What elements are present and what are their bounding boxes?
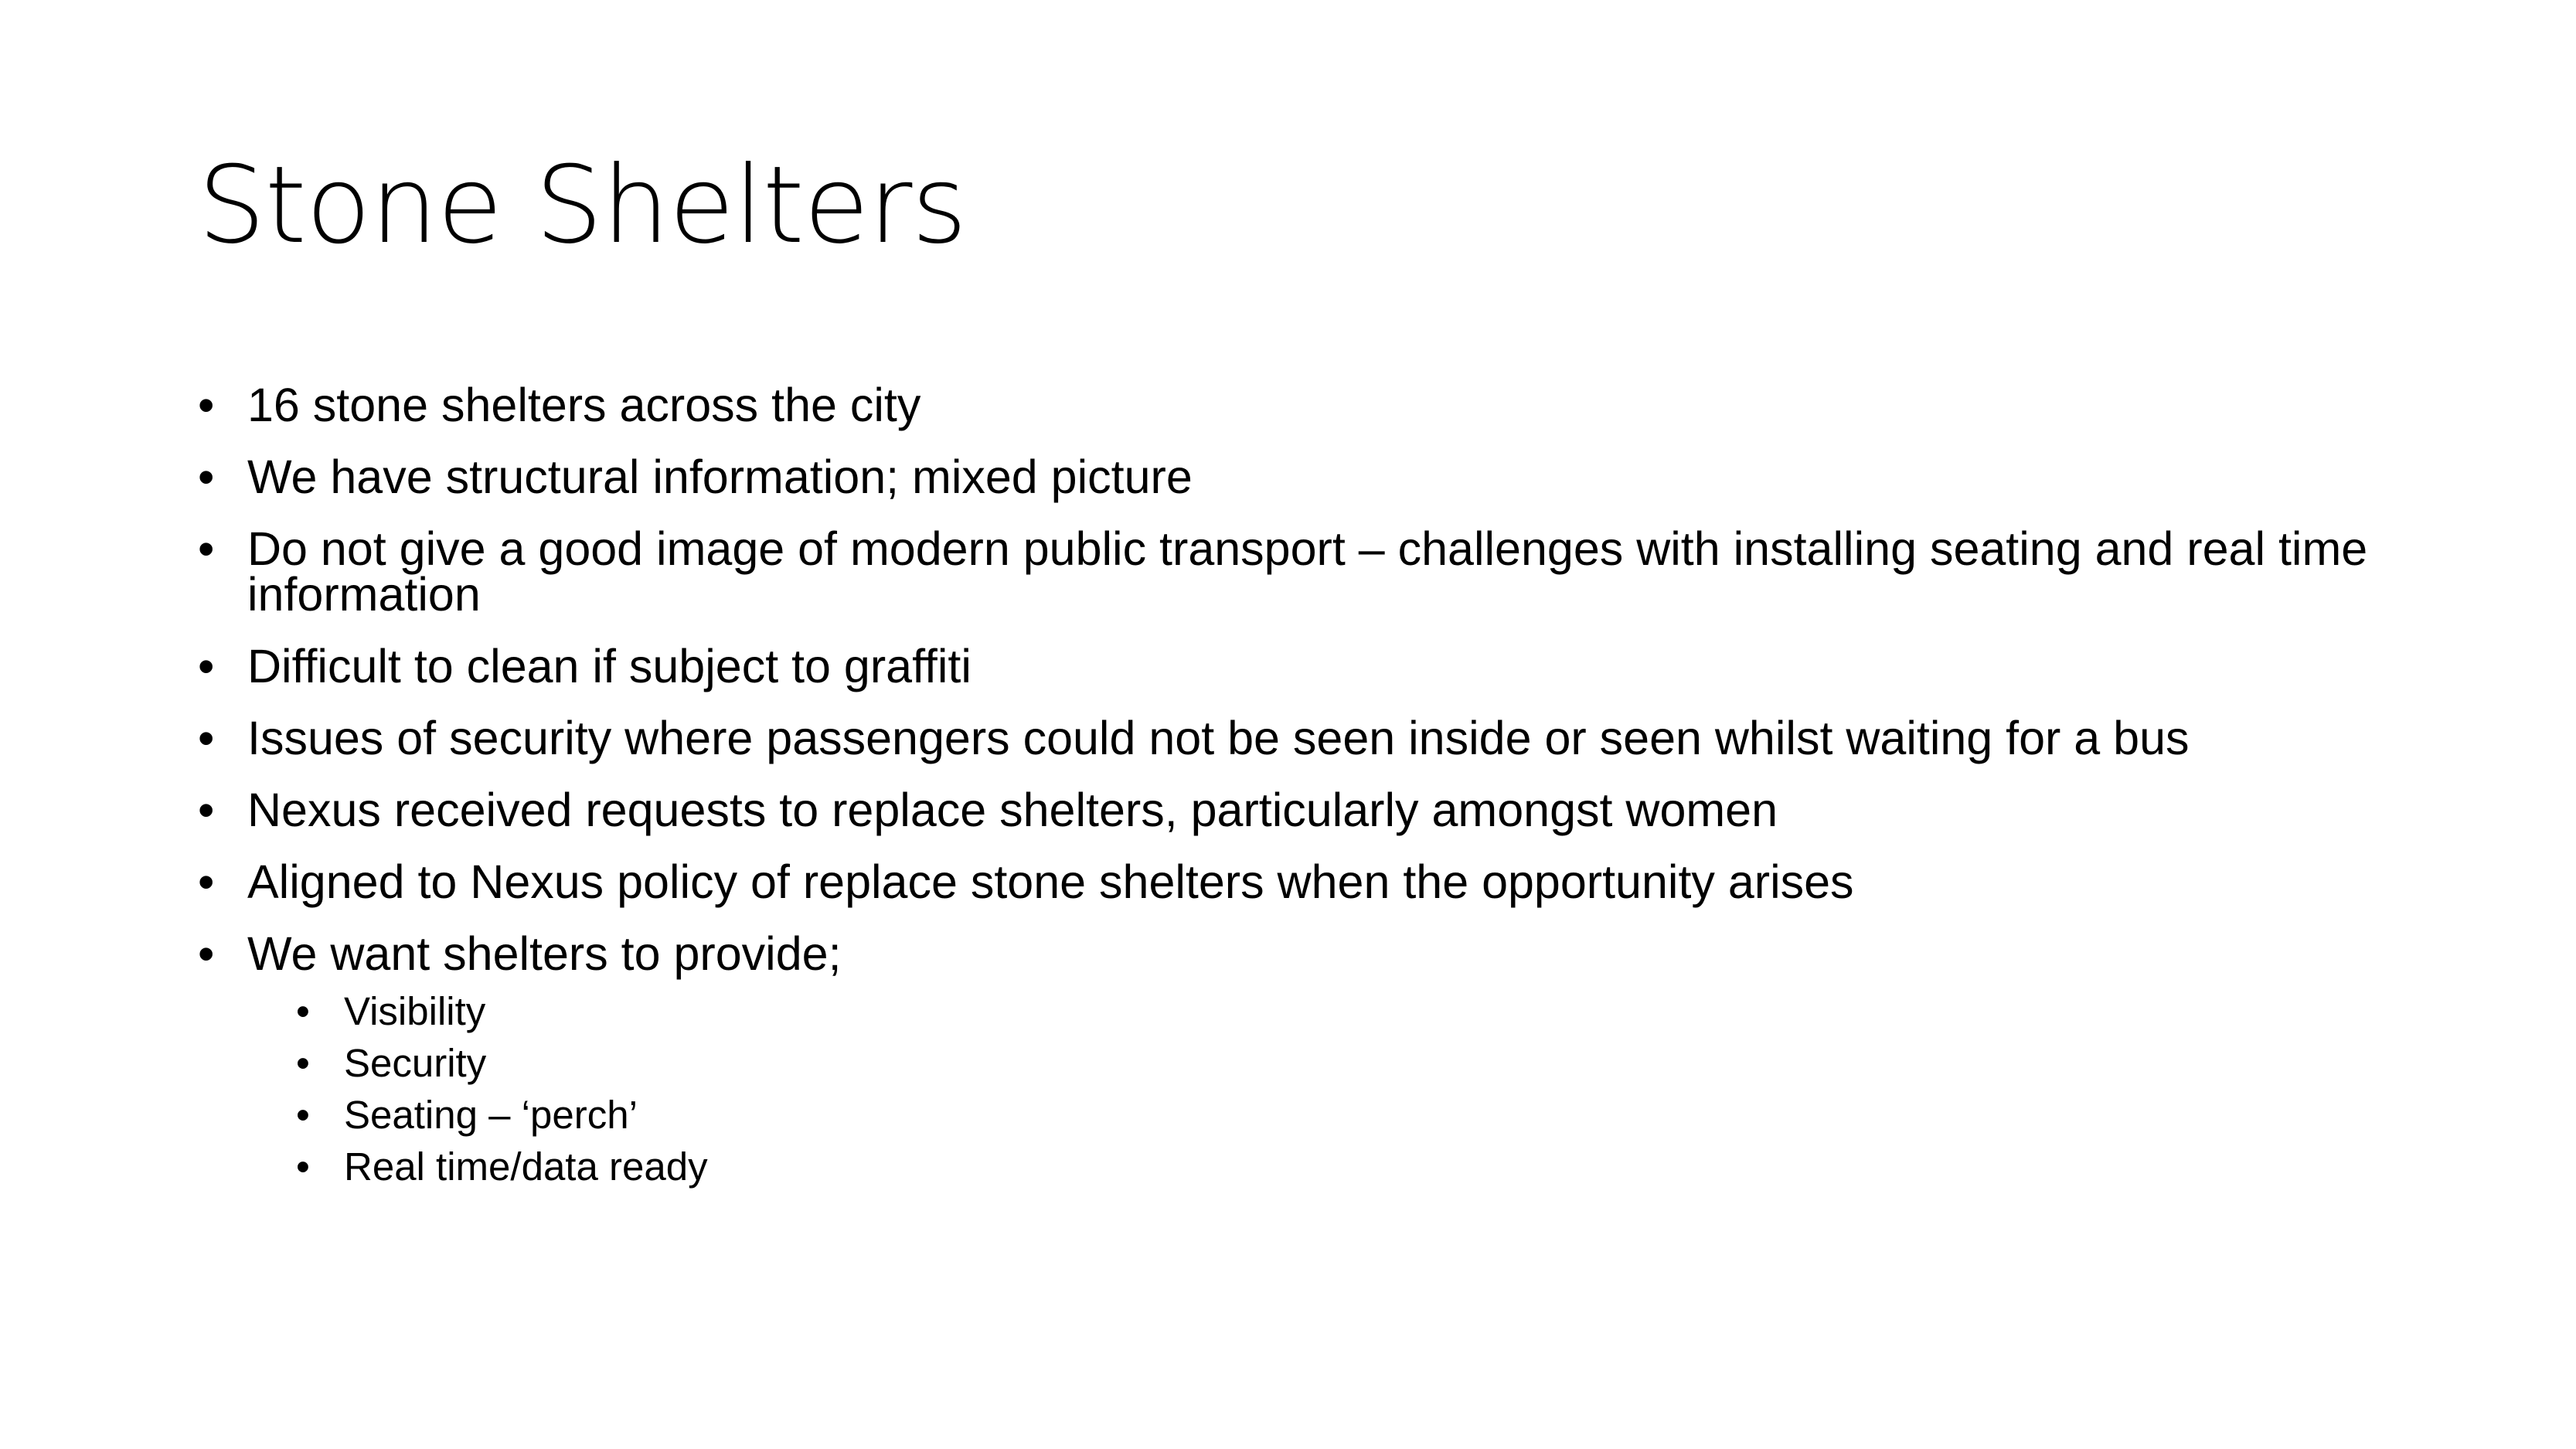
- sub-list-item: [296, 989, 2408, 1033]
- sub-list-item: [296, 1093, 2408, 1137]
- bullet-icon: •: [198, 927, 215, 980]
- bullet-icon: •: [198, 855, 215, 908]
- bullet-icon: •: [198, 451, 215, 503]
- bullet-text: 16 stone shelters across the city: [247, 379, 921, 431]
- bullet-text: Do not give a good image of modern public transport – challenges with installing seating and real time information: [247, 522, 2368, 621]
- sub-bullet-text: Seating – ‘perch’: [344, 1093, 638, 1137]
- list-item: [198, 712, 2408, 764]
- list-item: [198, 784, 2408, 836]
- slide-content: [198, 379, 2408, 1215]
- bullet-text: Aligned to Nexus policy of replace stone shelters when the opportunity arises: [247, 855, 1854, 908]
- bullet-text: Nexus received requests to replace shelters, particularly amongst women: [247, 784, 1778, 836]
- bullet-icon: •: [296, 989, 310, 1033]
- bullet-text: Issues of security where passengers could not be seen inside or seen whilst waiting for a bus: [247, 712, 2190, 764]
- bullet-icon: •: [198, 522, 215, 575]
- bullet-icon: •: [296, 1093, 310, 1137]
- list-item: [198, 855, 2408, 908]
- bullet-text: Difficult to clean if subject to graffiti: [247, 640, 972, 692]
- sub-bullet-text: Visibility: [344, 989, 486, 1033]
- bullet-icon: •: [198, 379, 215, 431]
- bullet-icon: •: [198, 640, 215, 692]
- bullet-list: [198, 379, 2408, 1189]
- list-item: [198, 522, 2408, 621]
- bullet-icon: •: [296, 1145, 310, 1189]
- bullet-text: We have structural information; mixed picture: [247, 451, 1193, 503]
- sub-bullet-list: [247, 989, 2408, 1189]
- sub-bullet-text: Real time/data ready: [344, 1145, 708, 1189]
- sub-list-item: [296, 1145, 2408, 1189]
- list-item: [198, 451, 2408, 503]
- list-item: [198, 640, 2408, 692]
- bullet-icon: •: [296, 1041, 310, 1085]
- bullet-icon: •: [198, 712, 215, 764]
- sub-bullet-text: Security: [344, 1041, 487, 1085]
- bullet-icon: •: [198, 784, 215, 836]
- slide-title: Stone Shelters: [198, 143, 967, 267]
- list-item: [198, 927, 2408, 1189]
- sub-list-item: [296, 1041, 2408, 1085]
- bullet-text: We want shelters to provide;: [247, 927, 842, 980]
- list-item: [198, 379, 2408, 431]
